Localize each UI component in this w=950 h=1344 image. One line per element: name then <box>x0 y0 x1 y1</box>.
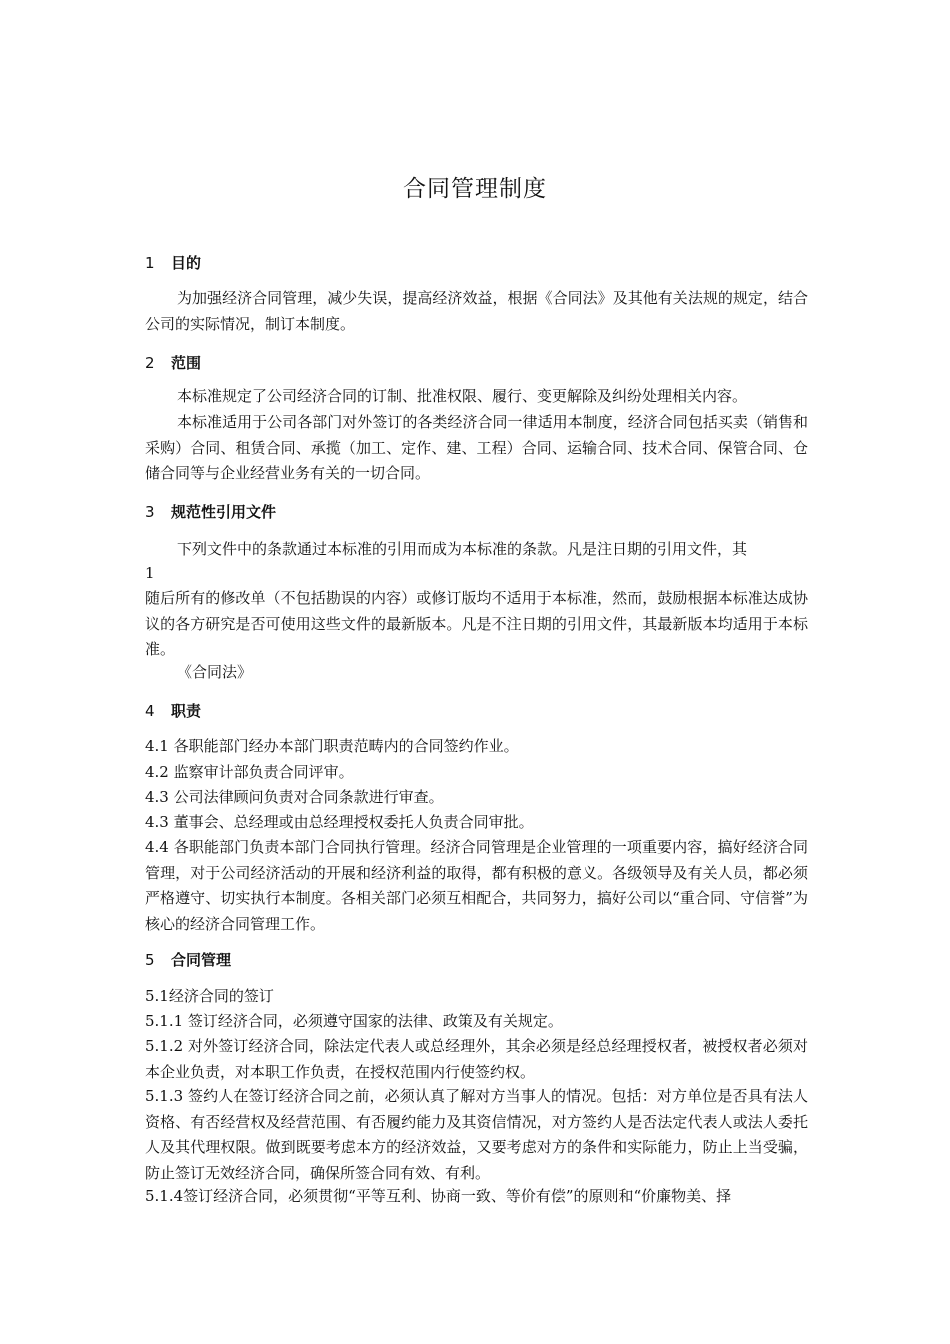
clause-4-4: 4.4 各职能部门负责本部门合同执行管理。经济合同管理是企业管理的一项重要内容，搞好经济合同管理，对于公司经济活动的开展和经济利益的取得，都有积极的意义。各级领导及有关人员，都必须严格遵守、切实执行本制度。各相关部门必须互相配合，共同努力，搞好公司以“重合同、守信誉”为核心的经济合同管理工作。 <box>145 838 808 933</box>
section-1-paragraph: 为加强经济合同管理，减少失误，提高经济效益，根据《合同法》及其他有关法规的规定，结合公司的实际情况，制订本制度。 <box>145 289 808 333</box>
section-2-number: 2 <box>145 354 155 372</box>
clause-5-1: 5.1经济合同的签订 <box>145 987 274 1005</box>
section-1-title: 目的 <box>171 254 202 272</box>
page-number: 1 <box>145 564 155 582</box>
section-3-number: 3 <box>145 503 155 521</box>
section-4-number: 4 <box>145 702 155 720</box>
clause-4-3a: 4.3 公司法律顾问负责对合同条款进行审查。 <box>145 788 444 806</box>
section-2-title: 范围 <box>171 354 202 372</box>
clause-5-1-2: 5.1.2 对外签订经济合同，除法定代表人或总经理外，其余必须是经总经理授权者，被授权者必须对本企业负责，对本职工作负责，在授权范围内行使签约权。 <box>145 1037 808 1081</box>
clause-5-1-4: 5.1.4签订经济合同，必须贯彻“平等互利、协商一致、等价有偿”的原则和“价廉物美、择 <box>145 1187 732 1205</box>
section-3-paragraph-1: 下列文件中的条款通过本标准的引用而成为本标准的条款。凡是注日期的引用文件，其 <box>177 540 748 558</box>
clause-4-3b: 4.3 董事会、总经理或由总经理授权委托人负责合同审批。 <box>145 813 534 831</box>
section-3-paragraph-2: 随后所有的修改单（不包括勘误的内容）或修订版均不适用于本标准，然而，鼓励根据本标准达成协议的各方研究是否可使用这些文件的最新版本。凡是不注日期的引用文件，其最新版本均适用于本标准。 <box>145 589 808 658</box>
document-title: 合同管理制度 <box>403 176 547 202</box>
section-3-reference: 《合同法》 <box>177 663 253 681</box>
section-3-title: 规范性引用文件 <box>171 503 277 521</box>
section-5-heading <box>145 949 231 970</box>
section-2-paragraph-2: 本标准适用于公司各部门对外签订的各类经济合同一律适用本制度，经济合同包括买卖（销售和采购）合同、租赁合同、承揽（加工、定作、建、工程）合同、运输合同、技术合同、保管合同、仓储合同等与企业经营业务有关的一切合同。 <box>145 413 808 482</box>
clause-4-1: 4.1 各职能部门经办本部门职责范畴内的合同签约作业。 <box>145 737 519 755</box>
clause-5-1-1: 5.1.1 签订经济合同，必须遵守国家的法律、政策及有关规定。 <box>145 1012 563 1030</box>
section-2-paragraph-1: 本标准规定了公司经济合同的订制、批准权限、履行、变更解除及纠纷处理相关内容。 <box>177 387 748 405</box>
section-1-heading <box>145 252 201 273</box>
clause-5-1-3: 5.1.3 签约人在签订经济合同之前，必须认真了解对方当事人的情况。包括：对方单位是否具有法人资格、有否经营权及经营范围、有否履约能力及其资信情况，对方签约人是否法定代表人或法人委托人及其代理权限。做到既要考虑本方的经济效益，又要考虑对方的条件和实际能力，防止上当受骗，防止签订无效经济合同，确保所签合同有效、有利。 <box>145 1087 808 1182</box>
section-5-number: 5 <box>145 951 155 969</box>
section-5-title: 合同管理 <box>171 951 232 969</box>
section-4-title: 职责 <box>171 702 202 720</box>
section-2-heading <box>145 352 201 373</box>
section-1-number: 1 <box>145 254 155 272</box>
section-3-heading <box>145 501 276 522</box>
section-4-heading <box>145 700 201 721</box>
clause-4-2: 4.2 监察审计部负责合同评审。 <box>145 763 354 781</box>
